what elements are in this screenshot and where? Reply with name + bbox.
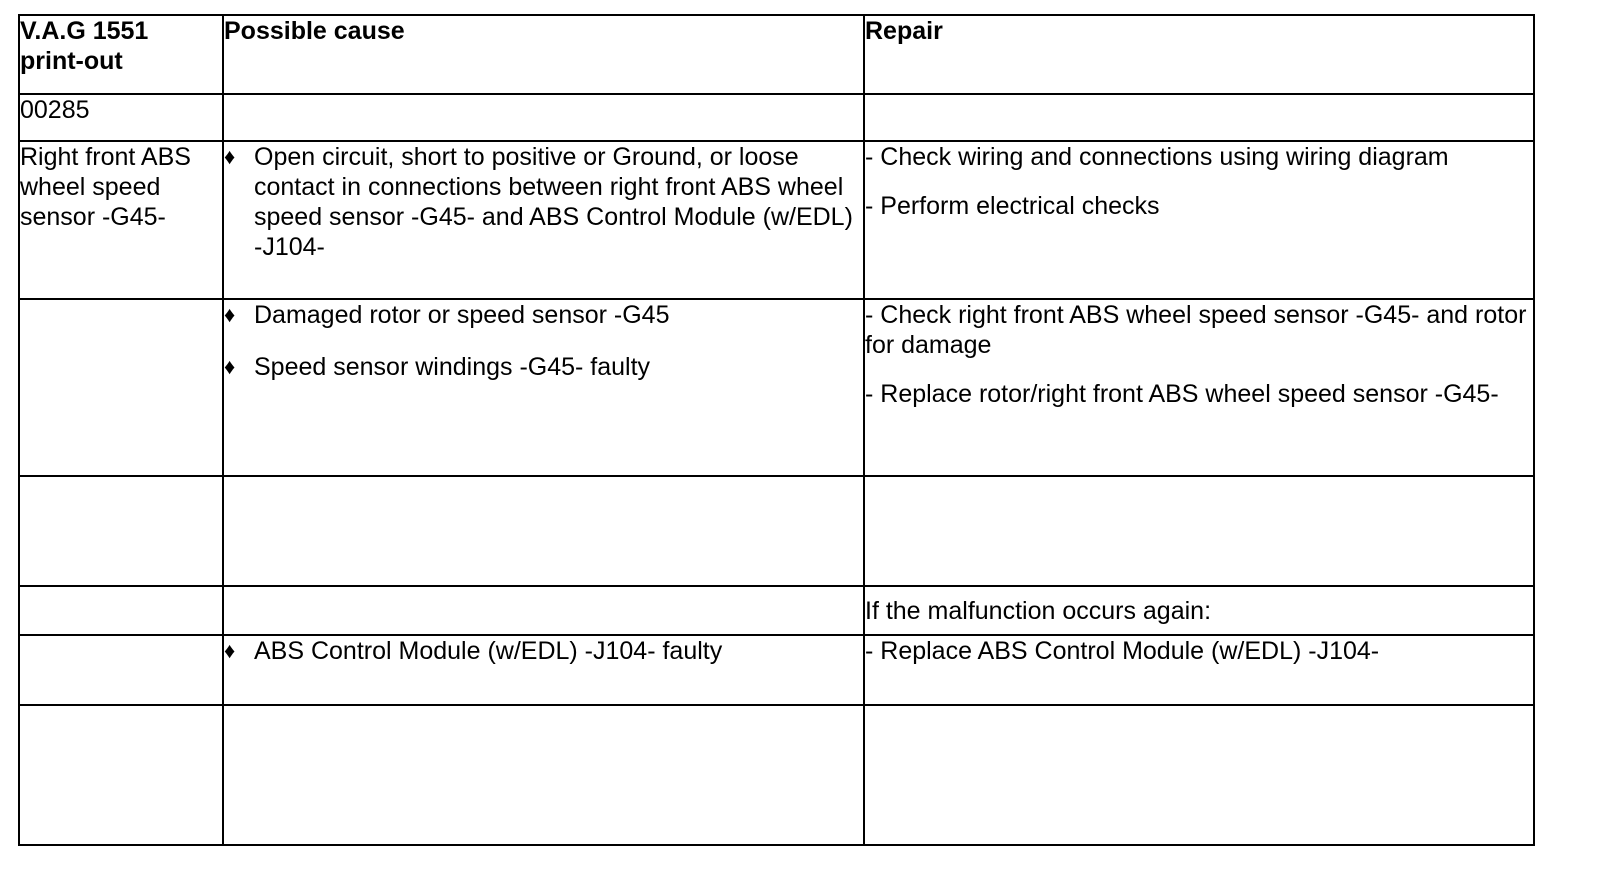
diamond-bullet-icon: ♦ <box>224 354 236 379</box>
cause-cell <box>223 141 864 299</box>
cause-item: ♦ Damaged rotor or speed sensor -G45 <box>224 301 670 329</box>
cause-cell <box>223 635 864 705</box>
component-cell <box>19 299 223 476</box>
repair-cell <box>864 476 1534 586</box>
repair-step: - Perform electrical checks <box>865 192 1160 220</box>
cause-item: ♦ Open circuit, short to positive or Ground, or loose contact in connections between right front ABS wheel speed sensor -G45- and ABS Control Module (w/EDL) -J104- <box>224 143 853 261</box>
repair-step: - Check wiring and connections using wiring diagram <box>865 143 1449 171</box>
component-cell <box>19 635 223 705</box>
table-row <box>19 635 1534 705</box>
repair-cell <box>864 94 1534 141</box>
diamond-bullet-icon: ♦ <box>224 638 236 663</box>
table-row <box>19 94 1534 141</box>
table-row <box>19 299 1534 476</box>
table-row <box>19 586 1534 635</box>
fault-code-cell <box>19 94 223 141</box>
diamond-bullet-icon: ♦ <box>224 302 236 327</box>
repeat-note: If the malfunction occurs again: <box>865 597 1212 625</box>
component-cell <box>19 705 223 845</box>
repair-cell <box>864 586 1534 635</box>
cause-cell <box>223 586 864 635</box>
table-row <box>19 476 1534 586</box>
repair-step: - Replace ABS Control Module (w/EDL) -J104- <box>865 637 1380 665</box>
component-name: Right front ABS wheel speed sensor -G45- <box>20 143 191 231</box>
component-cell <box>19 141 223 299</box>
repair-cell <box>864 299 1534 476</box>
table-row <box>19 141 1534 299</box>
table-header-row <box>19 15 1534 94</box>
cause-item: ♦ Speed sensor windings -G45- faulty <box>224 353 651 381</box>
header-cause: Possible cause <box>223 15 864 94</box>
repair-cell <box>864 141 1534 299</box>
cause-item: ♦ ABS Control Module (w/EDL) -J104- faulty <box>224 637 723 665</box>
cause-cell <box>223 94 864 141</box>
table-row <box>19 705 1534 845</box>
repair-cell <box>864 635 1534 705</box>
repair-step: - Check right front ABS wheel speed sensor -G45- and rotor for damage <box>865 301 1527 359</box>
repair-cell <box>864 705 1534 845</box>
cause-cell <box>223 476 864 586</box>
header-code: V.A.G 1551 print-out <box>19 15 223 94</box>
cause-cell <box>223 299 864 476</box>
cause-cell <box>223 705 864 845</box>
diamond-bullet-icon: ♦ <box>224 144 236 169</box>
component-cell <box>19 586 223 635</box>
diagnostic-table <box>18 14 1535 846</box>
fault-code: 00285 <box>20 96 90 124</box>
header-repair: Repair <box>864 15 1534 94</box>
repair-step: - Replace rotor/right front ABS wheel speed sensor -G45- <box>865 380 1499 408</box>
component-cell <box>19 476 223 586</box>
